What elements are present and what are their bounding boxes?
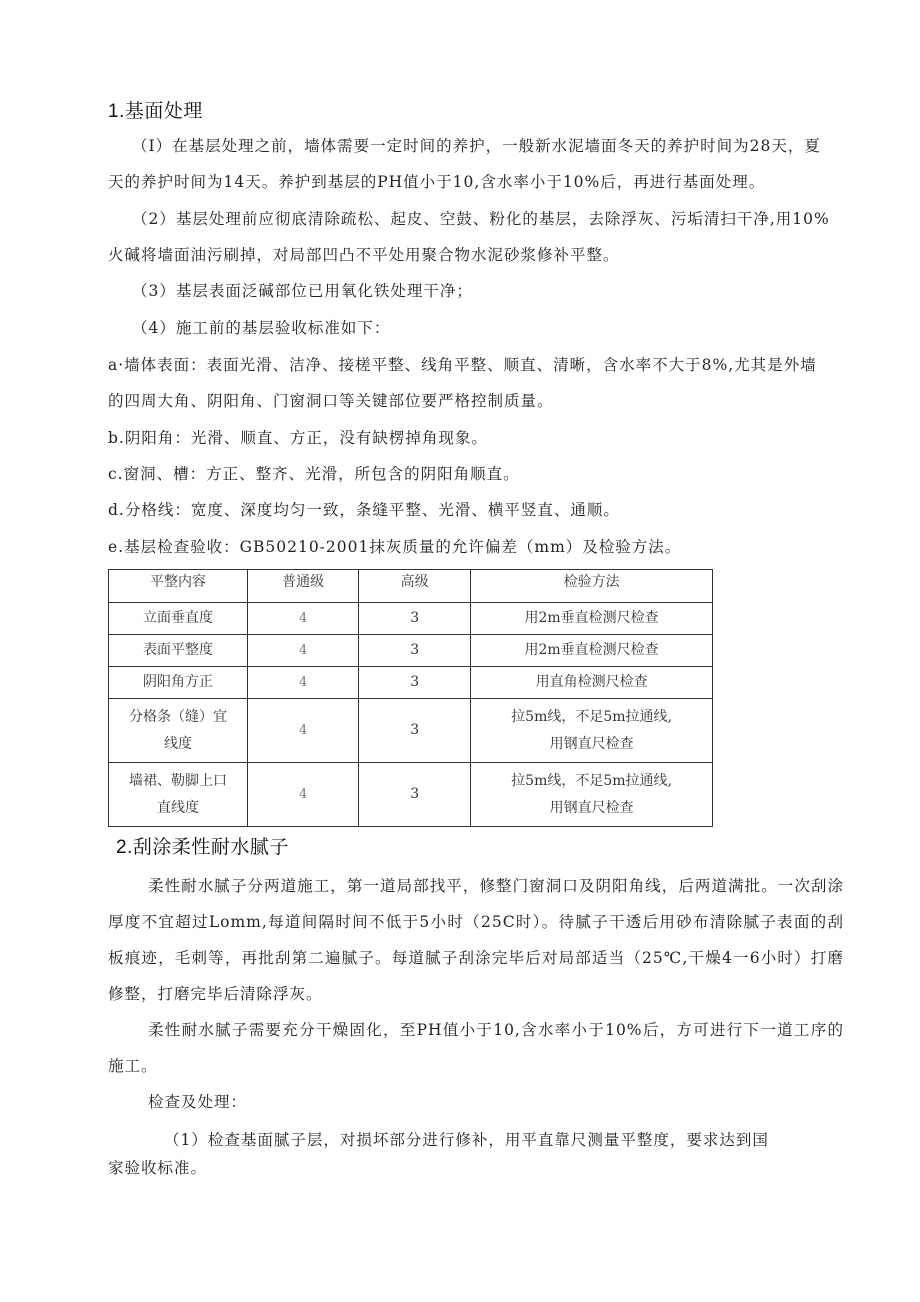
s1-item-a-line2: 的四周大角、阴阳角、门窗洞口等关键部位要严格控制质量。 (108, 392, 554, 410)
table-cell-item-line: 直线度 (157, 799, 200, 816)
table-cell-normal: 4 (248, 667, 359, 699)
table-row (109, 763, 713, 827)
table-cell-method (471, 699, 713, 763)
table-row (109, 635, 713, 667)
table-cell-method-line: 拉5m线，不足5m拉通线, (511, 772, 672, 789)
table-cell-method: 用2m垂直检测尺检查 (471, 635, 713, 667)
table-cell-item: 立面垂直度 (109, 603, 248, 635)
table-cell-item-line: 线度 (164, 735, 193, 752)
s2-paragraph-3: 检查及处理： (148, 1093, 248, 1111)
table-cell-normal: 4 (248, 763, 359, 827)
table-cell-normal: 4 (248, 699, 359, 763)
table-cell-method-line: 拉5m线，不足5m拉通线, (511, 708, 672, 725)
table-cell-item: 阴阳角方正 (109, 667, 248, 699)
table-cell-method (471, 763, 713, 827)
s1-item-c: c.窗洞、槽：方正、整齐、光滑，所包含的阴阳角顺直。 (108, 465, 520, 483)
table-cell-high: 3 (359, 635, 471, 667)
s1-p1-line1: （I）在基层处理之前，墙体需要一定时间的养护，一般新水泥墙面冬天的养护时间为28天，夏 (132, 137, 821, 155)
table-header-cell: 高级 (359, 570, 471, 603)
s2-paragraph-1: 柔性耐水腻子分两道施工，第一道局部找平，修整门窗洞口及阴阳角线，后两道满批。一次刮涂厚度不宜超过Lomm,每道间隔时间不低于5小时（25C时）。待腻子干透后用砂布清除腻子表面的刮板痕迹，毛刺等，再批刮第二遍腻子。每道腻子刮涂完毕后对局部适当（25℃,干燥4一6小时）打磨修整，打磨完毕后清除浮灰。 (108, 877, 844, 1003)
table-cell-method-line: 用钢直尺检查 (549, 735, 634, 752)
table-row (109, 603, 713, 635)
table-cell-normal: 4 (248, 603, 359, 635)
table-cell-method: 用2m垂直检测尺检查 (471, 603, 713, 635)
table-cell-item (109, 763, 248, 827)
tolerance-table (108, 569, 713, 827)
table-cell-high: 3 (359, 763, 471, 827)
s2-item-1-line1: （1）检查基面腻子层，对损坏部分进行修补，用平直靠尺测量平整度，要求达到国 (164, 1131, 769, 1149)
table-header-cell: 平整内容 (109, 570, 248, 603)
s1-p2-line1: （2）基层处理前应彻底清除疏松、起皮、空鼓、粉化的基层，去除浮灰、污垢清扫干净,用10% (132, 210, 830, 228)
s1-item-e: e.基层检查验收：GB50210-2001抹灰质量的允许偏差（mm）及检验方法。 (108, 538, 682, 556)
s1-p1-line2: 天的养护时间为14天。养护到基层的PH值小于10,含水率小于10%后，再进行基面处理。 (108, 173, 766, 191)
table-cell-item-line: 分格条（缝）宜 (129, 708, 228, 725)
s2-paragraph-2: 柔性耐水腻子需要充分干燥固化，至PH值小于10,含水率小于10%后，方可进行下一道工序的施工。 (108, 1021, 844, 1075)
s2-item-1-line2: 家验收标准。 (108, 1159, 208, 1177)
table-cell-method: 用直角检测尺检查 (471, 667, 713, 699)
s1-p3: （3）基层表面泛碱部位已用氧化铁处理干净； (132, 282, 473, 300)
table-cell-high: 3 (359, 603, 471, 635)
table-header-row (109, 570, 713, 603)
table-cell-high: 3 (359, 667, 471, 699)
s1-p2-line2: 火碱将墙面油污刷掉，对局部凹凸不平处用聚合物水泥砂浆修补平整。 (108, 246, 620, 264)
table-cell-method-line: 用钢直尺检查 (549, 799, 634, 816)
s1-p4: （4）施工前的基层验收标准如下： (132, 319, 391, 337)
table-cell-item (109, 699, 248, 763)
table-header-cell: 检验方法 (471, 570, 713, 603)
table-row (109, 699, 713, 763)
table-cell-high: 3 (359, 699, 471, 763)
table-cell-item: 表面平整度 (109, 635, 248, 667)
s1-item-b: b.阴阳角：光滑、顺直、方正，没有缺楞掉角现象。 (108, 429, 488, 447)
s1-item-d: d.分格线：宽度、深度均匀一致，条缝平整、光滑、横平竖直、通顺。 (108, 501, 620, 519)
table-row (109, 667, 713, 699)
section-2-heading: 2.刮涂柔性耐水腻子 (116, 837, 289, 858)
section-1-heading: 1.基面处理 (108, 101, 203, 122)
table-cell-item-line: 墙裙、勒脚上口 (129, 772, 228, 789)
table-cell-normal: 4 (248, 635, 359, 667)
s1-item-a-line1: a·墙体表面：表面光滑、洁净、接槎平整、线角平整、顺直、清晰，含水率不大于8%,尤其是外墙 (108, 356, 817, 374)
table-header-cell: 普通级 (248, 570, 359, 603)
